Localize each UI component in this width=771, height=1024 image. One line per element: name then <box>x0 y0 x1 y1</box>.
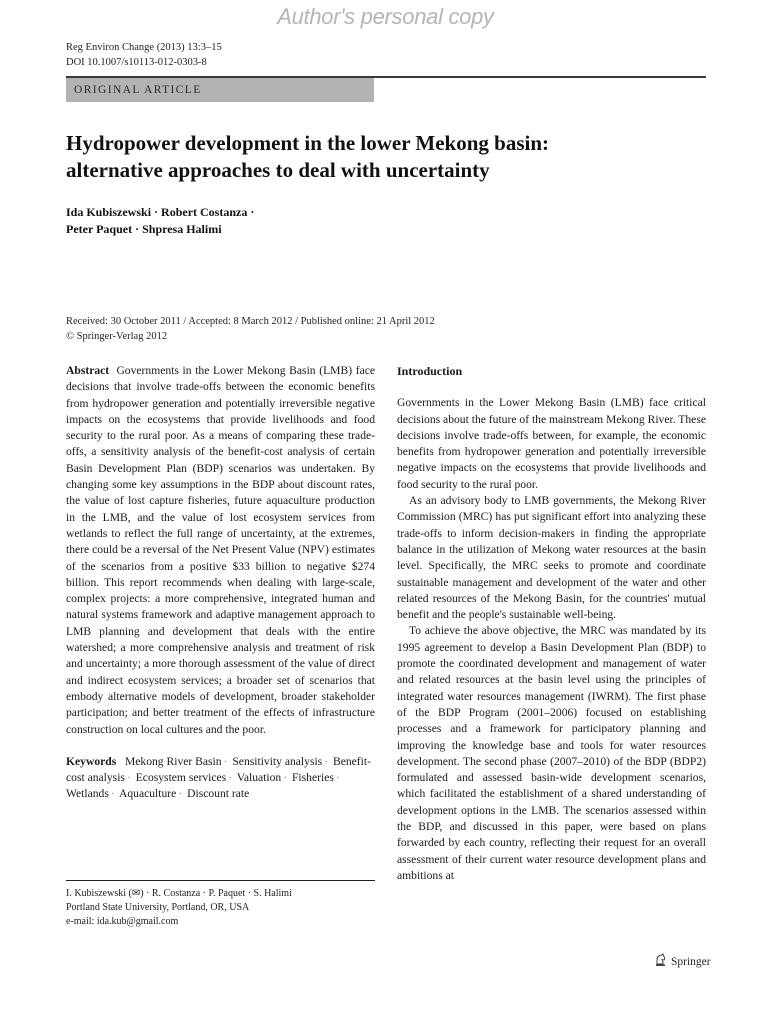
title-line-2: alternative approaches to deal with uncertainty <box>66 158 490 182</box>
date-history: Received: 30 October 2011 / Accepted: 8 March 2012 / Published online: 21 April 2012 <box>66 316 435 327</box>
springer-knight-icon <box>654 953 667 970</box>
keyword: Discount rate <box>187 787 250 801</box>
journal-citation: Reg Environ Change (2013) 13:3–15 <box>66 42 222 53</box>
author-footnote <box>66 880 375 929</box>
publication-dates <box>66 314 706 344</box>
keywords: Keywords Mekong River Basin · Sensitivity analysis · Benefit-cost analysis · Ecosystem services · Valuation · Fisheries · Wetlands · Aquaculture · Discount rate <box>66 754 371 801</box>
publisher-logo <box>654 953 711 970</box>
abstract-label: Abstract <box>66 364 110 377</box>
keyword: Aquaculture <box>119 787 177 801</box>
publisher-name: Springer <box>671 955 711 968</box>
keyword: Fisheries <box>291 771 334 785</box>
journal-info <box>66 40 222 70</box>
doi[interactable]: DOI 10.1007/s10113-012-0303-8 <box>66 57 207 68</box>
watermark: Author's personal copy <box>277 4 494 29</box>
authors-line-2: Peter Paquet · Shpresa Halimi <box>66 222 222 236</box>
author-list <box>66 204 466 238</box>
abstract-text: Governments in the Lower Mekong Basin (LMB) face decisions that involve trade-offs between the economic benefits from hydropower generation and potentially irreversible negative impacts on the ecosystems that provide livelihoods and food security to the rural poor. As a means of comparing these trade-offs, a sensitivity analysis of the benefit-cost analysis of certain Basin Development Plan (BDP) scenarios was undertaken. By changing some key assumptions in the BDP about discount rates, the value of lost capture fisheries, future aquaculture production in the LMB, and the value of lost ecosystem services from wetlands to reflect the full range of uncertainty, at the extremes, there could be a reversal of the Net Present Value (NPV) estimates of the scenarios from a positive $33 billion to negative $274 billion. This report recommends when dealing with large-scale, complex projects: a more comprehensive, integrated human and natural systems framework and adaptive management approach to LMB planning and development that deals with the entire watershed; a more comprehensive analysis and treatment of risk and uncertainty; a more thorough assessment of the value of direct and indirect ecosystem services; a broader set of scenarios that embody alternative models of development, broader stakeholder participation; and better treatment of the effects of infrastructure construction on local cultures and the poor. <box>66 364 376 736</box>
email-label: e-mail: <box>66 916 95 927</box>
footnote-email-line <box>66 915 375 929</box>
keyword: Mekong River Basin <box>124 754 222 768</box>
authors-line-1: Ida Kubiszewski · Robert Costanza · <box>66 205 255 219</box>
footnote-affiliation: Portland State University, Portland, OR, USA <box>66 902 250 913</box>
keyword: Benefit-cost analysis <box>66 754 371 785</box>
keyword: Valuation <box>236 771 282 785</box>
paper-title <box>66 130 686 184</box>
keyword: Wetlands <box>66 787 109 801</box>
section-heading-introduction: Introduction <box>397 364 463 378</box>
keyword: Ecosystem services <box>135 771 227 785</box>
footnote-rule <box>66 880 375 881</box>
keyword: Sensitivity analysis <box>232 754 323 768</box>
keywords-label: Keywords <box>66 754 117 768</box>
copyright: © Springer-Verlag 2012 <box>66 331 168 342</box>
abstract <box>66 363 375 738</box>
intro-paragraph-1: Governments in the Lower Mekong Basin (LMB) face critical decisions about the future of the mainstream Mekong River. These decisions involve trade-offs between, for example, the economic benefits from hydropower generation and potentially irreversible negative impacts on the ecosystems that provide livelihoods and food security to the rural poor. <box>397 396 706 491</box>
left-column <box>66 363 375 803</box>
intro-paragraph-3: To achieve the above objective, the MRC was mandated by its 1995 agreement to develop a Basin Development Plan (BDP) to promote the coordinated development and management of water and related resources at the basin level using the principles of integrated water resources management (IWRM). The first phase of the BDP Program (2001–2006) focused on establishing processes and a framework for participatory planning and improving the knowledge base and tools for water resources development. The second phase (2007–2010) of the BDP (BDP2) formulated and assessed basin-wide development scenarios, which facilitated the establishment of a shared understanding of development options in the LMB. The scenarios assessed within the BDP, and discussed in this paper, were based on plans forwarded by each country, reflecting their request for an overall assessment of their current water resource development plans and ambitions at <box>397 624 706 882</box>
footnote-authors: I. Kubiszewski (✉) · R. Costanza · P. Paquet · S. Halimi <box>66 888 292 899</box>
article-type-label: ORIGINAL ARTICLE <box>66 78 374 102</box>
intro-paragraph-2: As an advisory body to LMB governments, the Mekong River Commission (MRC) has put significant effort into analyzing these trade-offs to inform decision-makers in finding the appropriate balance in the utilization of Mekong water resources at the basin level. Specifically, the MRC seeks to promote and coordinate sustainable management and development of the water and other related resources of the Mekong Basin, for the countries' mutual benefit and the people's sustainable well-being. <box>397 494 706 622</box>
title-line-1: Hydropower development in the lower Mekong basin: <box>66 131 550 155</box>
right-column <box>397 363 706 884</box>
email-link[interactable]: ida.kub@gmail.com <box>96 916 179 927</box>
